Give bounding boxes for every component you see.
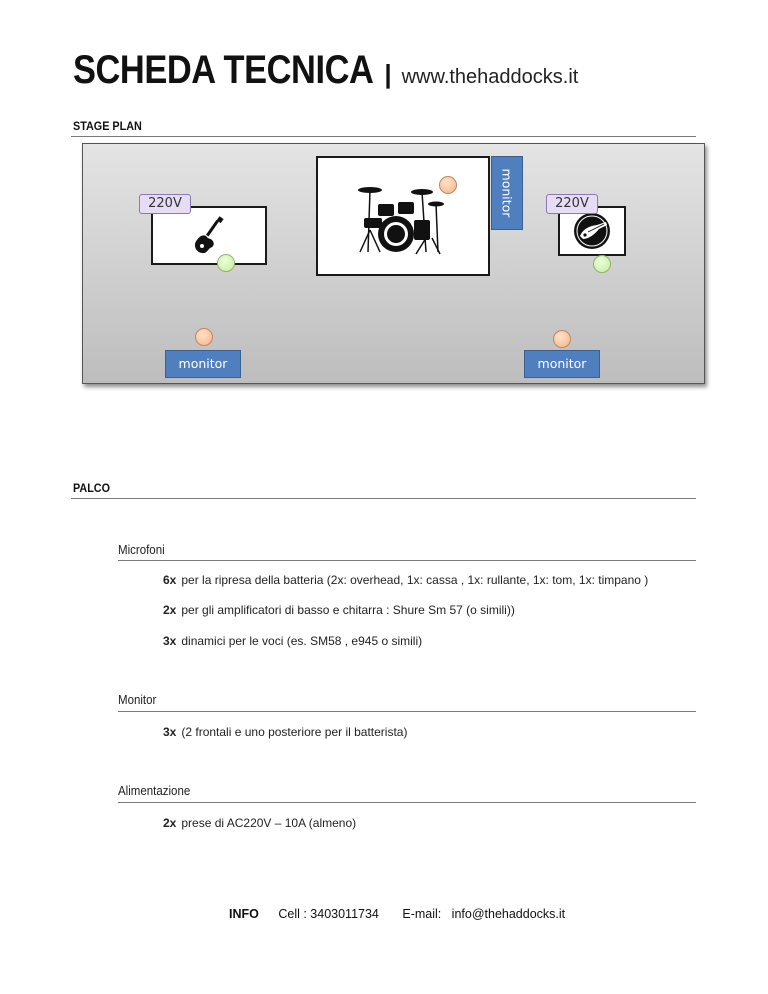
alimentazione-rule [118, 802, 696, 803]
palco-heading: PALCO [73, 481, 110, 495]
item-qty: 2x [163, 816, 177, 830]
page-title: SCHEDA TECNICA [73, 48, 374, 92]
alimentazione-title: Alimentazione [118, 784, 191, 798]
list-item [163, 634, 422, 648]
website-url: www.thehaddocks.it [401, 66, 579, 88]
title-separator: | [384, 59, 392, 89]
mic-point-drums [439, 176, 457, 194]
item-text: dinamici per le voci (es. SM58 , e945 o simili) [181, 634, 423, 648]
list-item [163, 573, 648, 587]
palco-rule [71, 498, 696, 499]
mic-point-vocal-right [553, 330, 571, 348]
bass-icon [573, 212, 611, 250]
stage-plan [82, 143, 705, 384]
item-qty: 3x [163, 725, 177, 739]
di-point-bass [593, 255, 611, 273]
drum-riser-box [316, 156, 490, 276]
list-item [163, 816, 356, 830]
item-text: (2 frontali e uno posteriore per il batterista) [181, 725, 408, 739]
drum-monitor-label: monitor [499, 168, 515, 218]
list-item [163, 603, 515, 617]
microfoni-title: Microfoni [118, 543, 165, 557]
monitor-title: Monitor [118, 693, 157, 707]
guitar-amp-box [151, 206, 267, 265]
stage-plan-heading: STAGE PLAN [73, 119, 142, 133]
stage-plan-rule [71, 136, 696, 137]
footer-info-label: INFO [229, 907, 259, 921]
drum-kit-icon [356, 178, 446, 256]
item-qty: 3x [163, 634, 177, 648]
item-qty: 2x [163, 603, 177, 617]
guitar-icon [191, 216, 227, 256]
item-text: per la ripresa della batteria (2x: overhead, 1x: cassa , 1x: rullante, 1x: tom, 1x: timpano ) [181, 573, 649, 587]
footer-email: E-mail: info@thehaddocks.it [402, 907, 566, 921]
list-item [163, 725, 407, 739]
footer-cell: Cell : 3403011734 [278, 907, 379, 921]
mic-point-vocal-left [195, 328, 213, 346]
monitor-left: monitor [165, 350, 241, 378]
item-text: per gli amplificatori di basso e chitarra : Shure Sm 57 (o simili)) [181, 603, 515, 617]
drum-monitor-wedge [491, 156, 523, 230]
monitor-right: monitor [524, 350, 600, 378]
page-header [73, 48, 578, 93]
footer [229, 907, 565, 921]
item-text: prese di AC220V – 10A (almeno) [181, 816, 357, 830]
power-label-right: 220V [546, 194, 598, 214]
di-point-guitar [217, 254, 235, 272]
microfoni-rule [118, 560, 696, 561]
monitor-rule [118, 711, 696, 712]
item-qty: 6x [163, 573, 177, 587]
power-label-left: 220V [139, 194, 191, 214]
